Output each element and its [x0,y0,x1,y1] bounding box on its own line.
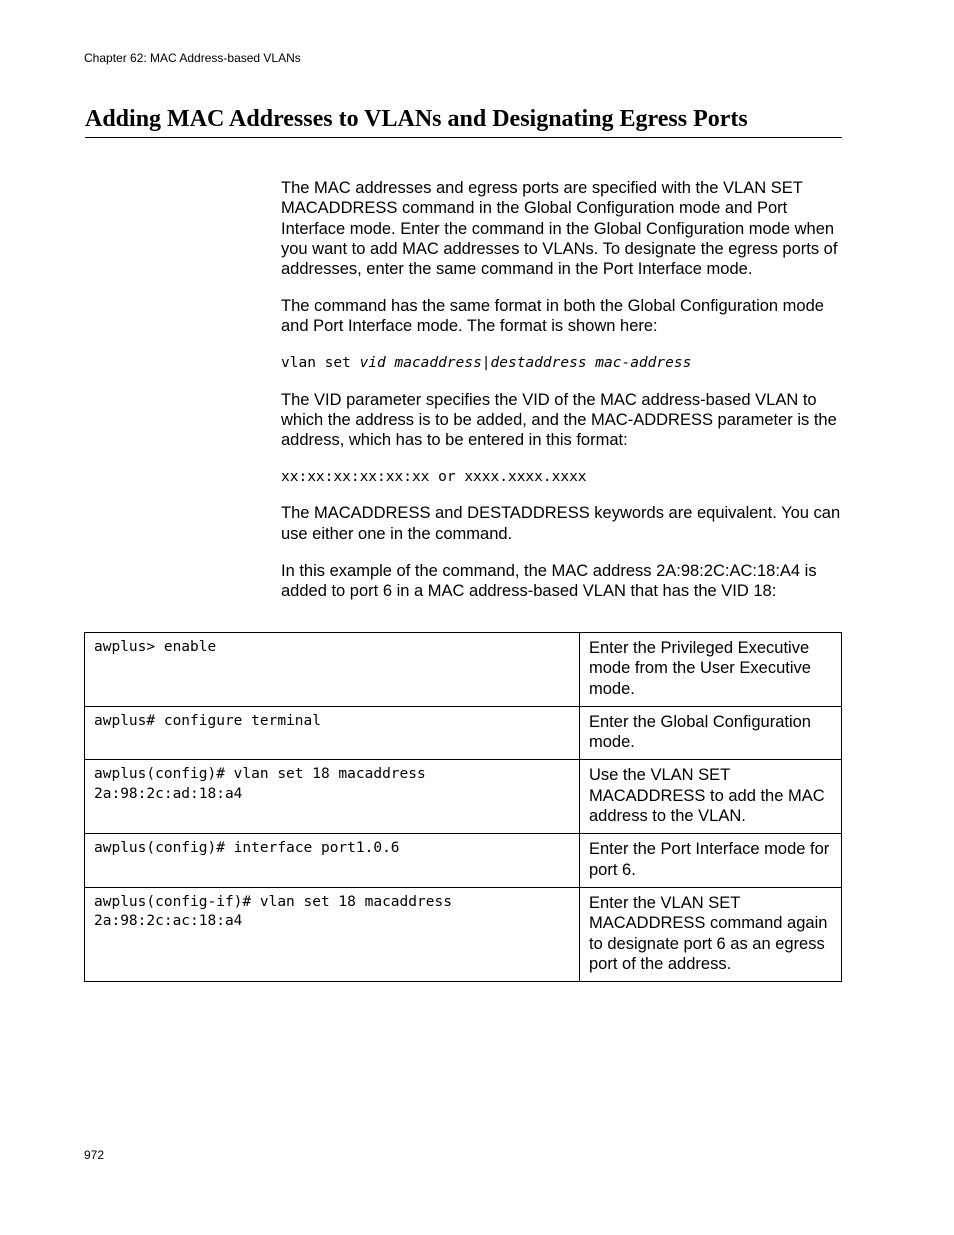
page-number: 972 [84,1148,105,1162]
intro-paragraph: The MAC addresses and egress ports are specified with the VLAN SET MACADDRESS command in the Global Configuration mode and Port Interface mode. Enter the command in the Global Configuration mode when you want to add MAC addresses to VLANs. To designate the egress ports of addresses, enter the same command in the Port Interface mode. [281,179,838,279]
keywords-paragraph: The MACADDRESS and DESTADDRESS keywords are equivalent. You can use either one in the command. [281,504,841,543]
section-title: Adding MAC Addresses to VLANs and Designating Egress Ports [85,106,842,138]
description-cell: Enter the Global Configuration mode. [580,706,842,760]
syntax-keyword: vlan set [281,355,360,372]
example-paragraph: In this example of the command, the MAC address 2A:98:2C:AC:18:A4 is added to port 6 in a MAC address-based VLAN that has the VID 18: [281,561,817,600]
command-cell: awplus(config-if)# vlan set 18 macaddress 2a:98:2c:ac:18:a4 [85,887,580,981]
running-header: Chapter 62: MAC Address-based VLANs [84,51,301,65]
command-example-table [84,632,842,982]
vid-parameter-paragraph: The VID parameter specifies the VID of the MAC address-based VLAN to which the address is to be added, and the MAC-ADDRESS parameter is the address, which has to be entered in this format: [281,390,837,450]
table-row [85,760,842,834]
table-row [85,887,842,981]
description-cell: Use the VLAN SET MACADDRESS to add the MAC address to the VLAN. [580,760,842,834]
description-cell: Enter the Port Interface mode for port 6. [580,834,842,888]
body-text [281,178,842,618]
table-row [85,633,842,707]
description-cell: Enter the VLAN SET MACADDRESS command again to designate port 6 as an egress port of the address. [580,887,842,981]
command-cell: awplus> enable [85,633,580,707]
table-row [85,834,842,888]
description-cell: Enter the Privileged Executive mode from the User Executive mode. [580,633,842,707]
command-cell: awplus(config)# interface port1.0.6 [85,834,580,888]
command-cell: awplus# configure terminal [85,706,580,760]
table-row [85,706,842,760]
syntax-parameters: vid macaddress|destaddress mac-address [359,355,692,372]
command-syntax [281,353,842,373]
format-intro-paragraph: The command has the same format in both the Global Configuration mode and Port Interface mode. The format is shown here: [281,296,824,336]
command-cell: awplus(config)# vlan set 18 macaddress 2a:98:2c:ad:18:a4 [85,760,580,834]
mac-address-format: xx:xx:xx:xx:xx:xx or xxxx.xxxx.xxxx [281,468,587,485]
